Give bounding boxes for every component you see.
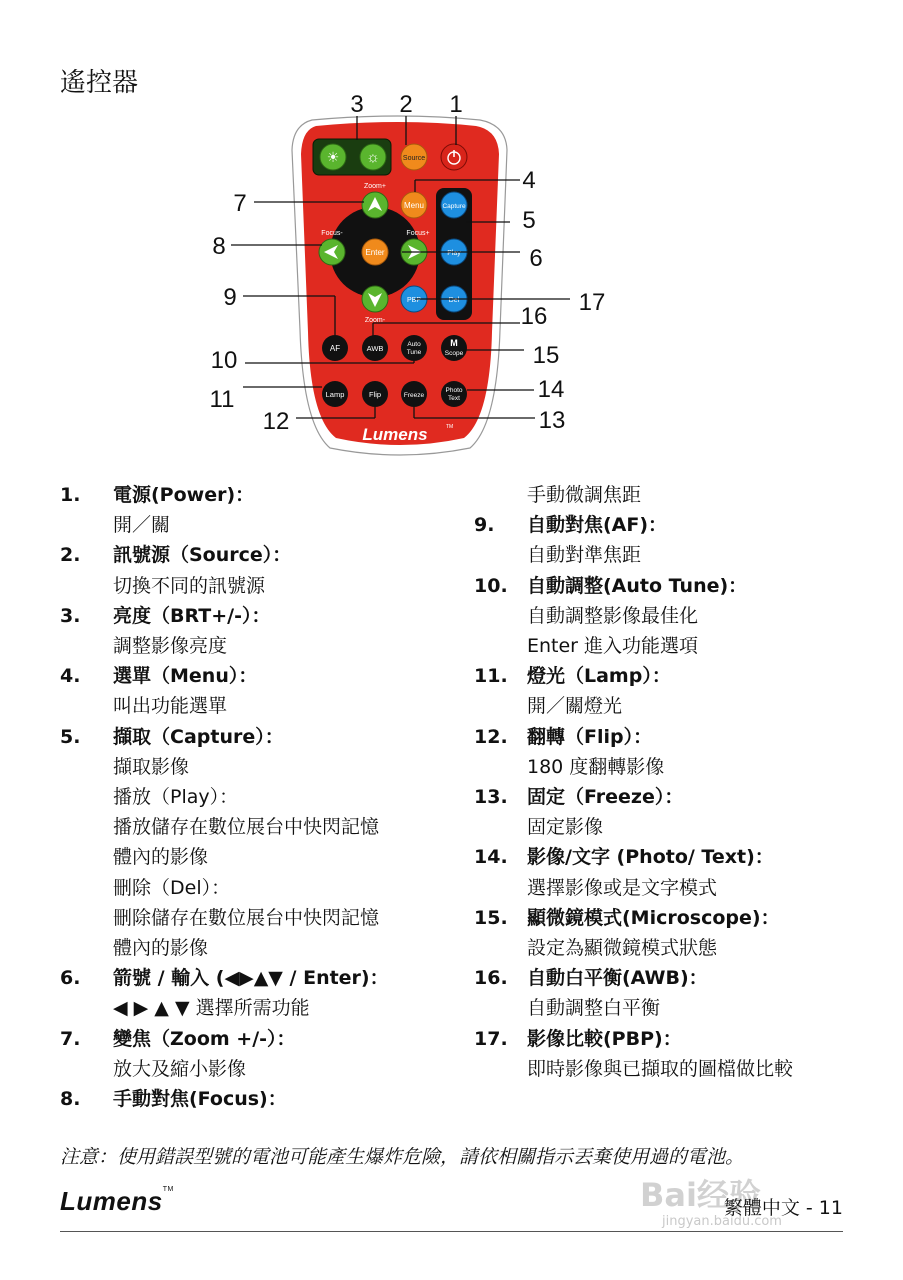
item-description: 開／關	[113, 514, 171, 537]
footer-brand-logo: Lumens™	[60, 1186, 174, 1216]
list-item	[474, 782, 874, 842]
callout-5: 5	[522, 207, 536, 234]
callout-1: 1	[449, 91, 463, 118]
battery-warning-note: 注意：使用錯誤型號的電池可能產生爆炸危險，請依相關指示丟棄使用過的電池。	[60, 1146, 745, 1168]
item-description: 調整影像亮度	[113, 635, 228, 658]
footer-divider	[60, 1231, 843, 1232]
svg-text:Menu: Menu	[403, 201, 425, 210]
list-item	[474, 722, 874, 782]
item-description: 切換不同的訊號源	[113, 574, 266, 597]
item-description: 擷取影像	[113, 755, 190, 778]
item-number: 10.	[474, 574, 508, 597]
callout-17: 17	[578, 289, 606, 316]
svg-text:AWB: AWB	[366, 344, 384, 353]
svg-text:M: M	[450, 338, 458, 348]
awb-button[interactable]	[362, 335, 388, 361]
list-item	[60, 963, 460, 1023]
item-number: 4.	[60, 665, 81, 688]
zoom-plus-label: Zoom+	[364, 183, 386, 190]
item-heading: 箭號 / 輸入 (◀▶▲▼ / Enter)：	[113, 967, 389, 990]
item-heading: 翻轉（Flip）：	[527, 725, 653, 748]
callout-12: 12	[262, 408, 290, 435]
source-button[interactable]	[401, 144, 427, 170]
item-number: 6.	[60, 967, 81, 990]
list-item	[60, 1024, 460, 1084]
svg-text:Tune: Tune	[406, 349, 422, 356]
photo-text-button[interactable]	[441, 381, 467, 407]
list-item	[474, 661, 874, 721]
svg-text:Flip: Flip	[368, 390, 382, 399]
svg-text:Play: Play	[447, 250, 461, 257]
item-number: 7.	[60, 1027, 81, 1050]
item-number: 3.	[60, 604, 81, 627]
list-item	[60, 480, 460, 540]
brt-plus-button[interactable]	[360, 144, 386, 170]
callout-14: 14	[537, 376, 565, 403]
svg-text:Scope: Scope	[444, 350, 464, 357]
brt-minus-button[interactable]	[320, 144, 346, 170]
callout-2: 2	[399, 91, 413, 118]
feature-list-left	[60, 480, 460, 1114]
svg-text:Photo: Photo	[445, 387, 463, 394]
item-description: Enter 進入功能選項	[527, 635, 699, 658]
watermark: Bai经验	[640, 1176, 761, 1214]
list-item	[60, 661, 460, 721]
item-heading: 亮度（BRT+/-）：	[113, 604, 271, 627]
item-number: 14.	[474, 846, 508, 869]
list-item	[474, 1024, 874, 1084]
power-button[interactable]	[441, 144, 467, 170]
callout-8: 8	[212, 233, 226, 260]
item-heading: 燈光（Lamp）：	[527, 665, 671, 688]
svg-text:Lamp: Lamp	[325, 390, 345, 399]
item-description: 刪除（Del）：	[113, 876, 231, 899]
svg-text:PBP: PBP	[406, 297, 422, 304]
menu-button[interactable]	[401, 192, 427, 218]
item-description: 即時影像與已擷取的圖檔做比較	[527, 1057, 794, 1080]
focus-plus-label: Focus+	[406, 230, 430, 237]
item-heading: 自動調整(Auto Tune)：	[527, 574, 748, 597]
callout-11: 11	[209, 386, 235, 413]
item-description: 播放儲存在數位展台中快閃記憶	[113, 816, 380, 839]
item-description: 180 度翻轉影像	[527, 755, 665, 778]
item-description: 刪除儲存在數位展台中快閃記憶	[113, 906, 380, 929]
item-description: 體內的影像	[113, 937, 209, 960]
item-heading: 自動白平衡(AWB)：	[527, 967, 708, 990]
page-title: 遙控器	[60, 68, 139, 98]
item-heading: 固定（Freeze）：	[527, 786, 684, 809]
list-item	[474, 842, 874, 902]
item-description: 選擇影像或是文字模式	[527, 876, 718, 899]
item-heading: 變焦（Zoom +/-）：	[113, 1027, 296, 1050]
feature-list-right	[474, 480, 874, 1084]
remote-brand-logo: Lumens	[362, 425, 428, 444]
enter-button[interactable]	[362, 239, 388, 265]
item-heading: 自動對焦(AF)：	[527, 514, 668, 537]
item-number: 5.	[60, 725, 81, 748]
item-number: 17.	[474, 1027, 508, 1050]
watermark-url: jingyan.baidu.com	[662, 1214, 782, 1229]
svg-text:Capture: Capture	[442, 203, 466, 210]
item-heading: 影像比較(PBP)：	[527, 1027, 682, 1050]
item-heading: 電源(Power)：	[113, 484, 255, 506]
focus-minus-label: Focus-	[321, 230, 343, 237]
svg-text:Auto: Auto	[407, 341, 421, 348]
item-description: 自動調整白平衡	[527, 997, 661, 1020]
item-description: ◀ ▶ ▲ ▼ 選擇所需功能	[113, 997, 310, 1020]
sun-bright-icon: ☼	[366, 149, 380, 166]
remote-control-diagram	[0, 0, 903, 470]
item-description: 固定影像	[527, 816, 604, 839]
item-description: 開／關燈光	[527, 695, 623, 718]
zoom-plus-button[interactable]	[362, 192, 388, 218]
item-heading: 訊號源（Source）：	[113, 544, 292, 567]
zoom-minus-label: Zoom-	[364, 317, 386, 324]
callout-15: 15	[532, 342, 560, 369]
item-number: 13.	[474, 786, 508, 809]
svg-text:Enter: Enter	[365, 248, 385, 257]
callout-16: 16	[520, 303, 548, 330]
item-number: 16.	[474, 967, 508, 990]
item-number: 8.	[60, 1088, 81, 1111]
callout-4: 4	[522, 167, 536, 194]
item-number: 2.	[60, 544, 81, 567]
list-item	[60, 1084, 460, 1114]
item-description: 自動調整影像最佳化	[527, 604, 699, 627]
item-number: 9.	[474, 514, 495, 537]
callout-13: 13	[538, 407, 566, 434]
item-description: 手動微調焦距	[527, 484, 642, 506]
svg-text:Source: Source	[402, 155, 426, 162]
item-heading: 擷取（Capture）：	[113, 725, 284, 748]
item-heading: 顯微鏡模式(Microscope)：	[527, 906, 780, 929]
list-item	[474, 480, 874, 510]
list-item	[60, 540, 460, 600]
callout-6: 6	[529, 245, 543, 272]
freeze-button[interactable]	[401, 381, 427, 407]
page-number: 繁體中文 - 11	[723, 1197, 843, 1219]
svg-text:AF: AF	[329, 344, 341, 353]
callout-9: 9	[223, 284, 237, 311]
item-description: 自動對準焦距	[527, 544, 642, 567]
microscope-button[interactable]	[441, 335, 467, 361]
flip-button[interactable]	[362, 381, 388, 407]
callout-7: 7	[233, 190, 247, 217]
zoom-minus-button[interactable]	[362, 286, 388, 312]
item-heading: 影像/文字 (Photo/ Text)：	[527, 846, 774, 869]
item-description: 設定為顯微鏡模式狀態	[527, 937, 718, 960]
item-description: 播放（Play）：	[113, 786, 239, 809]
svg-text:TM: TM	[446, 424, 454, 430]
svg-text:Freeze: Freeze	[403, 392, 425, 399]
item-number: 1.	[60, 484, 81, 506]
item-description: 體內的影像	[113, 846, 209, 869]
focus-minus-button[interactable]	[319, 239, 345, 265]
svg-text:Text: Text	[448, 395, 460, 402]
callout-10: 10	[210, 347, 238, 374]
af-button[interactable]	[322, 335, 348, 361]
list-item	[474, 963, 874, 1023]
callout-3: 3	[350, 91, 364, 118]
list-item	[474, 903, 874, 963]
sun-dim-icon: ☀	[326, 149, 340, 165]
list-item	[60, 601, 460, 661]
item-number: 12.	[474, 725, 508, 748]
list-item	[474, 571, 874, 662]
list-item	[60, 722, 460, 964]
capture-button[interactable]	[441, 192, 467, 218]
auto-tune-button[interactable]	[401, 335, 427, 361]
item-heading: 手動對焦(Focus)：	[113, 1088, 287, 1111]
item-description: 叫出功能選單	[113, 695, 228, 718]
item-description: 放大及縮小影像	[113, 1057, 247, 1080]
item-number: 15.	[474, 906, 508, 929]
lamp-button[interactable]	[322, 381, 348, 407]
item-heading: 選單（Menu）：	[113, 665, 258, 688]
list-item	[474, 510, 874, 570]
svg-text:Del: Del	[448, 297, 460, 304]
item-number: 11.	[474, 665, 508, 688]
